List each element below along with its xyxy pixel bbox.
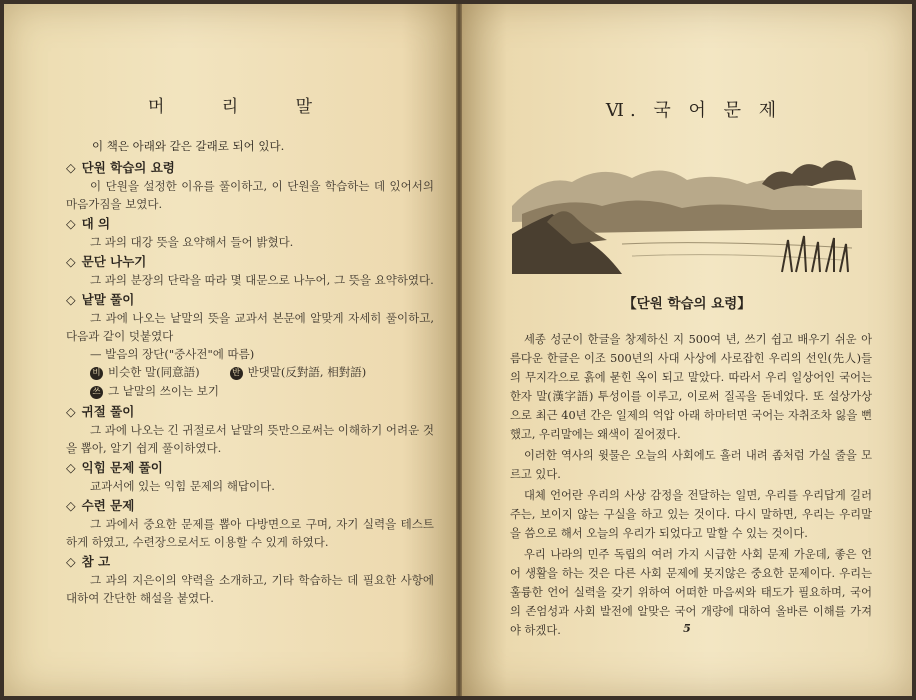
landscape-illustration xyxy=(512,144,862,274)
diamond-bullet-icon: ◇ xyxy=(66,498,76,513)
section-practice xyxy=(66,497,434,551)
body-paragraph: 대체 언어란 우리의 사상 감정을 전달하는 일면, 우리를 우리답게 길러주는, 보이지 않는 구실을 하고 있는 것이다. 다시 말하면, 우리는 우리말을 씀으로 해서 오늘의 우리가 되었다고 말할 수 있는 것이다. xyxy=(510,489,872,540)
diamond-bullet-icon: ◇ xyxy=(66,554,76,569)
preface-intro: 이 책은 아래와 같은 갈래로 되어 있다. xyxy=(92,139,285,153)
circled-mark-icon: 비 xyxy=(90,367,103,380)
circled-mark-icon: 반 xyxy=(230,367,243,380)
section-paragraphs xyxy=(66,253,434,289)
section-text: 그 과에서 중요한 문제를 뽑아 다방면으로 구며, 자기 실력을 테스트하게 하였고, 수련장으로서도 이용할 수 있게 하였다. xyxy=(66,517,434,549)
section-heading: 문단 나누기 xyxy=(81,254,147,269)
usage-item: 쓰 그 낱말의 쓰이는 보기 xyxy=(90,382,219,401)
left-page xyxy=(4,4,456,696)
section-text: 그 과의 대강 뜻을 요약해서 들어 밝혔다. xyxy=(90,235,294,249)
section-heading: 귀절 풀이 xyxy=(81,404,135,419)
chapter-body xyxy=(510,330,872,642)
section-heading: 수련 문제 xyxy=(81,498,135,513)
section-heading: 단원 학습의 요령 xyxy=(81,160,175,175)
section-exercise-answers xyxy=(66,459,434,495)
section-text: 그 과에 나오는 낱말의 뜻을 교과서 본문에 알맞게 자세히 풀이하고, 다음과 같이 덧붙였다 xyxy=(66,311,434,343)
diamond-bullet-icon: ◇ xyxy=(66,460,76,475)
diamond-bullet-icon: ◇ xyxy=(66,404,76,419)
page-number: 5 xyxy=(683,622,691,635)
book-spread xyxy=(4,4,912,696)
section-unit-guide xyxy=(66,159,434,213)
synonym-item: 비 비슷한 말(同意語) xyxy=(90,363,200,382)
right-page xyxy=(462,4,912,696)
section-phrases xyxy=(66,403,434,457)
antonym-item: 반 반댓말(反對語, 相對語) xyxy=(230,363,367,382)
section-text: 그 과의 지은이의 약력을 소개하고, 기타 학습하는 데 필요한 사항에 대하여 간단한 해설을 붙였다. xyxy=(66,573,434,605)
section-vocabulary xyxy=(66,291,434,401)
chapter-title: Ⅵ. 국 어 문 제 xyxy=(605,100,783,121)
section-reference xyxy=(66,553,434,607)
preface-body xyxy=(66,138,434,607)
section-heading: 익힘 문제 풀이 xyxy=(81,460,163,475)
body-paragraph: 이러한 역사의 윗물은 오늘의 사회에도 흘러 내려 좀처럼 가실 줄을 모르고 있다. xyxy=(510,449,872,481)
unit-study-guide-title: 【단원 학습의 요령】 xyxy=(623,296,751,312)
circled-mark-icon: 쓰 xyxy=(90,386,103,399)
section-heading: 대 의 xyxy=(81,216,111,231)
section-heading: 참 고 xyxy=(81,554,111,569)
diamond-bullet-icon: ◇ xyxy=(66,160,76,175)
diamond-bullet-icon: ◇ xyxy=(66,292,76,307)
section-main-idea xyxy=(66,215,434,251)
body-paragraph: 우리 나라의 민주 독립의 여러 가지 시급한 사회 문제 가운데, 좋은 언어 생활을 하는 것은 다른 사회 문제에 못지않은 중요한 문제이다. 우리는 훌륭한 언어 실력을 갖기 위하여 어떠한 마음씨와 태도가 필요하며, 국어의 존엄성과 사회 발전에 알맞은 국어 개량에 대하여 올바른 이해를 가져야 하겠다. xyxy=(510,548,872,637)
diamond-bullet-icon: ◇ xyxy=(66,216,76,231)
diamond-bullet-icon: ◇ xyxy=(66,254,76,269)
section-text: 그 과에 나오는 긴 귀절로서 낱말의 뜻만으로써는 이해하기 어려운 것을 뽑아, 알기 쉽게 풀이하였다. xyxy=(66,423,434,455)
body-paragraph: 세종 성군이 한글을 창제하신 지 500여 년, 쓰기 쉽고 배우기 쉬운 아름다운 한글은 이조 500년의 사대 사상에 사로잡힌 우리의 선인(先人)들의 무지각으로 흙에 묻힌 옥이 되고 말았다. 따라서 우리 일상어인 국어는 한자 말(漢字語) 투성이를 이루고, 이로써 질곡을 돋네었다. 또 설상가상으로 최근 40년 간은 일제의 억압 아래 하마터면 국어는 자취조차 잃을 뻔했고, 우리말에는 왜색이 짙어졌다. xyxy=(510,333,872,441)
preface-title: 머 리 말 xyxy=(147,97,339,117)
section-text: 그 과의 분장의 단락을 따라 몇 대문으로 나누어, 그 뜻을 요약하였다. xyxy=(90,273,434,287)
section-text: 이 단원을 설정한 이유를 풀이하고, 이 단원을 학습하는 데 있어서의 마음가짐을 보였다. xyxy=(66,179,434,211)
section-text: 교과서에 있는 익힘 문제의 해답이다. xyxy=(90,479,275,493)
section-heading: 낱말 풀이 xyxy=(81,292,135,307)
pronunciation-note: — 발음의 장단("중사전"에 따름) xyxy=(90,347,255,361)
